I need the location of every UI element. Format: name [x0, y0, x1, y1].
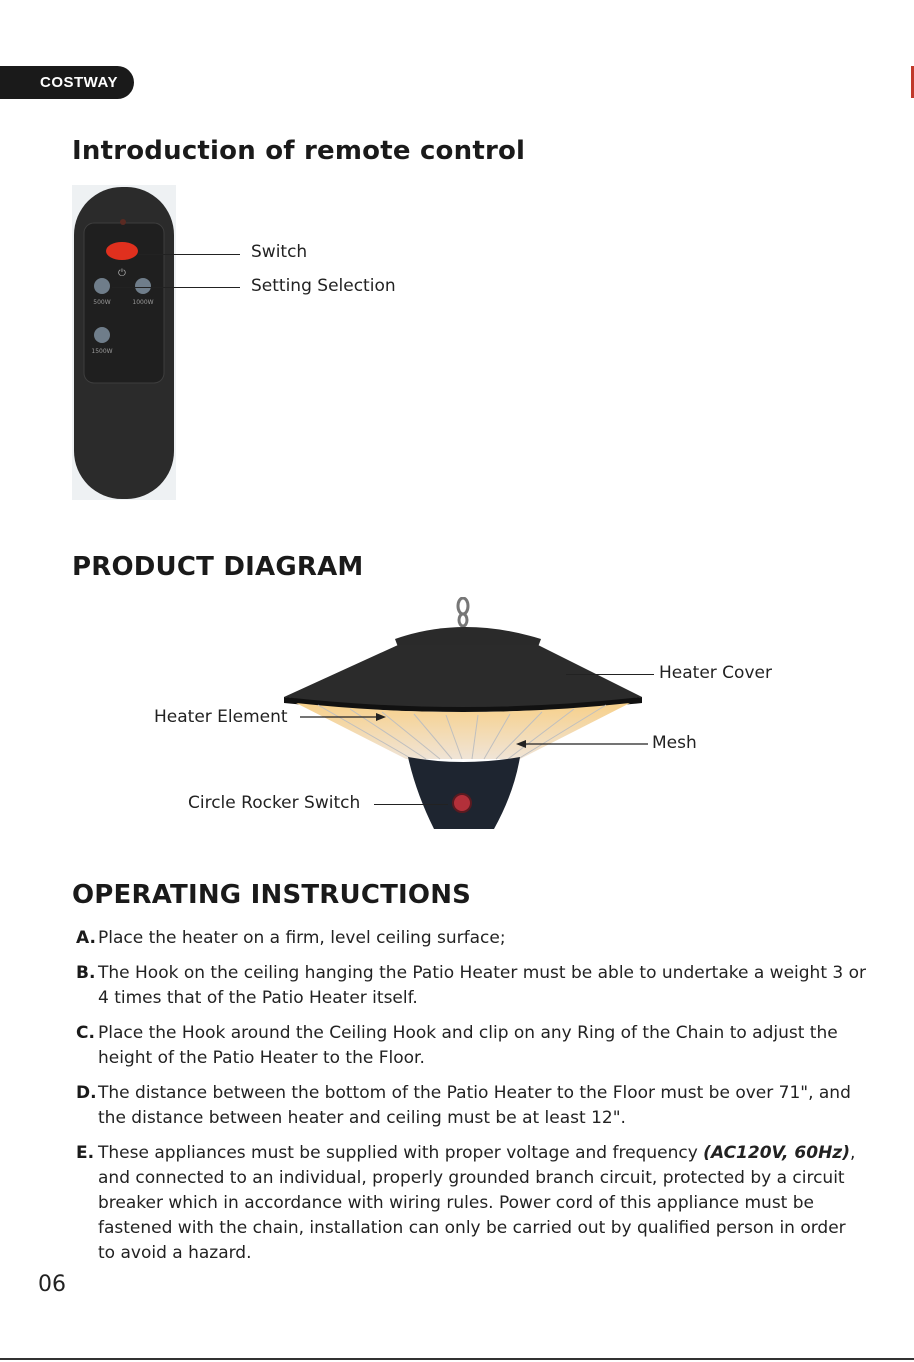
remote-heading: Introduction of remote control — [72, 136, 526, 166]
step-letter: A. — [76, 928, 96, 948]
mesh-label: Mesh — [652, 733, 697, 753]
heater-top-dome — [395, 627, 541, 647]
mesh-leader-arrow — [516, 739, 648, 749]
brand-tab: COSTWAY — [0, 66, 134, 99]
step-text: The Hook on the ceiling hanging the Patio Heater must be able to undertake a weight 3 or 4 times that of the Patio Heater itself. — [98, 963, 867, 1008]
step-text: Place the Hook around the Ceiling Hook and clip on any Ring of the Chain to adjust the height of the Patio Heater to the Floor. — [98, 1023, 838, 1068]
hanging-chain — [458, 598, 468, 626]
instructions-list — [76, 926, 866, 1276]
button-label-1000w: 1000W — [132, 299, 154, 306]
rocker-switch-label: Circle Rocker Switch — [188, 793, 361, 813]
button-label-500w: 500W — [93, 299, 111, 306]
voltage-emphasis: (AC120V, 60Hz) — [703, 1143, 850, 1163]
cover-leader-line — [566, 674, 654, 675]
step-letter: B. — [76, 963, 96, 983]
button-label-1500w: 1500W — [91, 348, 113, 355]
element-leader-arrow — [300, 712, 386, 722]
switch-leader-line — [138, 254, 240, 255]
rocker-leader-line — [374, 804, 448, 805]
heater-cover-label: Heater Cover — [659, 663, 772, 683]
step-letter: D. — [76, 1083, 97, 1103]
heater-element-label: Heater Element — [154, 707, 288, 727]
heater-cover — [284, 645, 642, 710]
step-text-before: These appliances must be supplied with proper voltage and frequency — [98, 1143, 704, 1163]
heater-base — [408, 757, 520, 829]
setting-selection-label: Setting Selection — [251, 276, 396, 296]
switch-label: Switch — [251, 242, 308, 262]
remote-control-image — [72, 185, 176, 500]
step-letter: E. — [76, 1143, 95, 1163]
step-letter: C. — [76, 1023, 95, 1043]
setting-leader-line — [112, 287, 240, 288]
step-d — [76, 1081, 866, 1131]
step-b — [76, 961, 866, 1011]
step-a — [76, 926, 866, 951]
step-text: The distance between the bottom of the Patio Heater to the Floor must be over 71", and the distance between heater and ceiling must be at least 12". — [98, 1083, 851, 1128]
operating-heading: OPERATING INSTRUCTIONS — [72, 880, 472, 910]
step-e — [76, 1141, 866, 1266]
step-text-after: , and connected to an individual, properly grounded branch circuit, protected by a circuit breaker which in accordance with wiring rules. Power cord of this appliance must be fastened with the chain, installation can only be carried out by qualified person in order to avoid a hazard. — [98, 1143, 856, 1263]
diagram-heading: PRODUCT DIAGRAM — [72, 552, 364, 582]
button-1500w — [94, 327, 110, 343]
page-number: 06 — [38, 1272, 66, 1297]
power-button — [106, 242, 138, 260]
power-icon: ⏻ — [118, 268, 126, 279]
indicator-led-icon — [120, 219, 126, 225]
button-1000w — [135, 278, 151, 294]
rocker-switch — [453, 794, 471, 812]
bottom-rule — [0, 1358, 914, 1360]
step-text: Place the heater on a firm, level ceiling surface; — [98, 928, 506, 948]
step-c — [76, 1021, 866, 1071]
button-500w — [94, 278, 110, 294]
